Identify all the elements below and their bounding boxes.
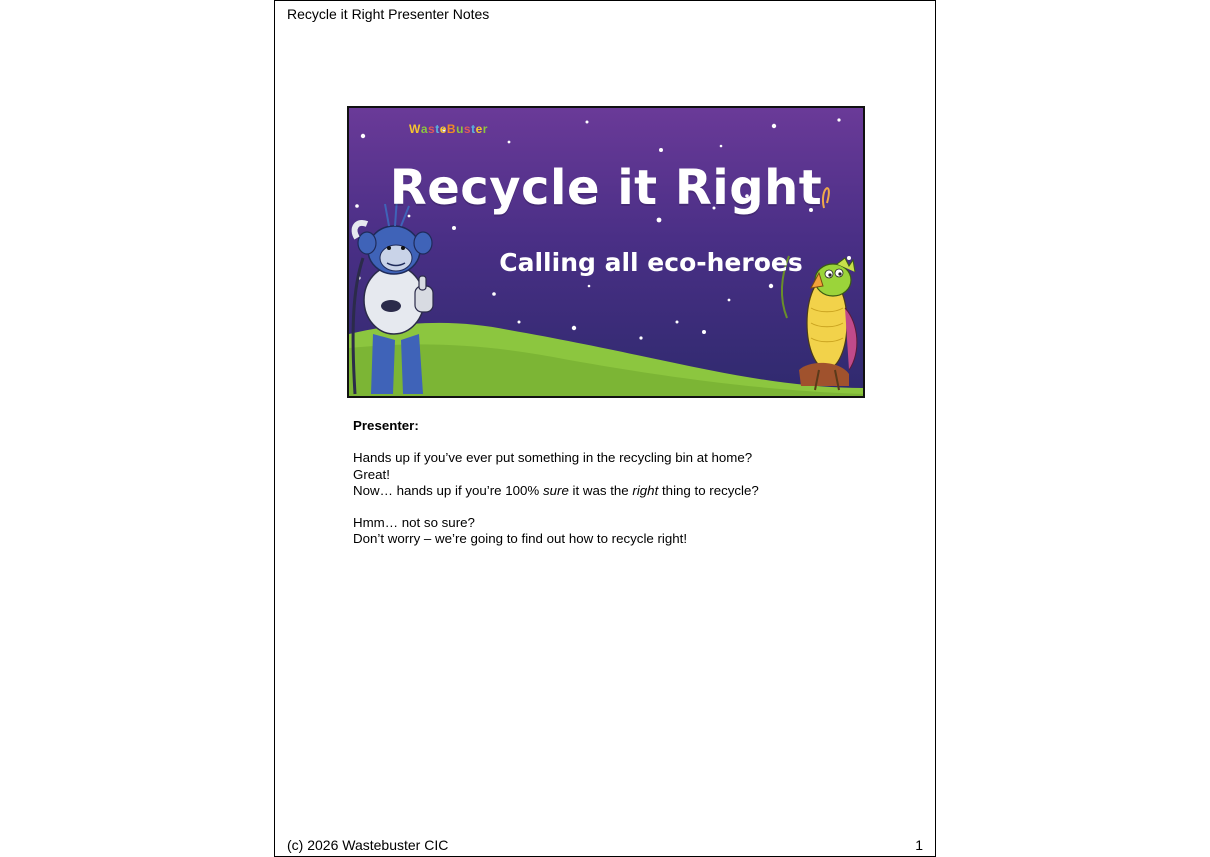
notes-line: Hmm… not so sure?	[353, 515, 475, 531]
notes-line: Don’t worry – we’re going to find out how to recycle right!	[353, 531, 688, 547]
notes-line: Hands up if you’ve ever put something in the recycling bin at home?	[353, 450, 753, 466]
page-header-title: Recycle it Right Presenter Notes	[287, 6, 490, 22]
slide-title: Recycle it Right	[389, 160, 823, 216]
notes-text: thing to recycle?	[658, 482, 759, 498]
wastebuster-logo: WasteBuster	[409, 122, 488, 136]
notes-page	[274, 0, 936, 857]
notes-text: it was the	[568, 482, 633, 498]
corn-bird-mascot-illustration	[782, 188, 857, 390]
notes-emphasis: sure	[542, 482, 569, 498]
notes-heading: Presenter:	[353, 418, 419, 433]
notes-emphasis: right	[632, 482, 659, 498]
notes-line: Great!	[353, 466, 390, 482]
paragraph-gap	[353, 499, 873, 515]
notes-line	[353, 483, 873, 499]
page-number: 1	[915, 837, 923, 853]
slide-thumbnail	[347, 106, 865, 398]
footer-copyright: (c) 2026 Wastebuster CIC	[287, 837, 449, 853]
presenter-notes	[353, 418, 873, 548]
notes-text: Now… hands up if you’re 100%	[353, 482, 543, 498]
slide-subtitle: Calling all eco-heroes	[499, 248, 803, 277]
